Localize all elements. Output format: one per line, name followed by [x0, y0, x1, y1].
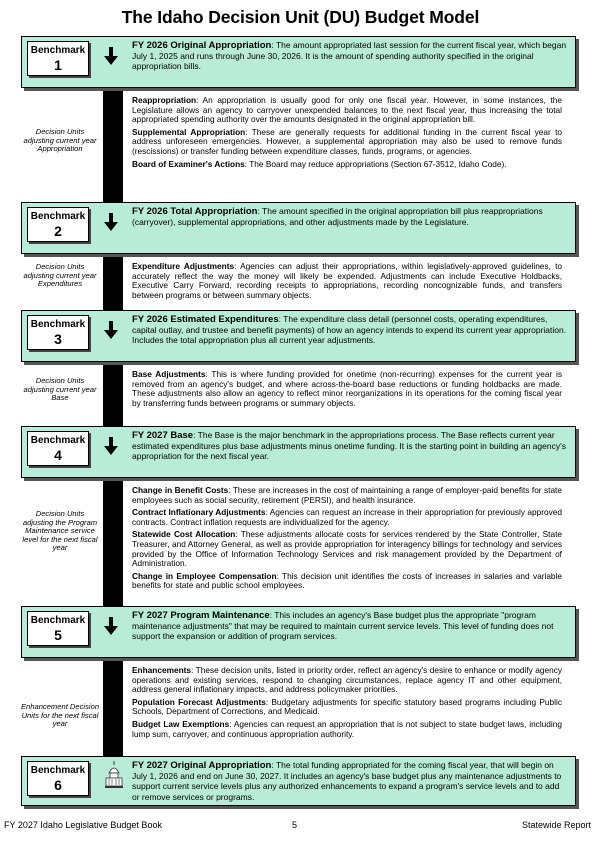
down-arrow-icon	[104, 213, 118, 231]
down-arrow-icon	[104, 321, 118, 339]
benchmark-label-2: Benchmark 2	[27, 207, 89, 242]
footer-page-number: 5	[292, 820, 298, 830]
down-arrow-icon	[104, 617, 118, 635]
benchmark-text-1: FY 2026 Original Appropriation: The amount appropriated last session for the current fiscal year, which began July 1, 2025 and runs through June 30, 2026. It is the amount of spending authority specified in the original appropriation bills.	[132, 40, 567, 72]
benchmark-label-4: Benchmark 4	[27, 431, 89, 466]
capitol-icon	[105, 761, 123, 789]
detail-block-base-adjustments: Base Adjustments: This is where funding provided for onetime (non-recurring) expenses for the current year is removed from an agency's budget, and where across-the-board base reductions or funding holdbacks are made. These adjustments also allow an agency to reflect minor reorganizations in its operations for the coming fiscal year by transferring funds between programs or summary objects.	[132, 369, 562, 408]
benchmark-text-5: FY 2027 Program Maintenance: This includes an agency's Base budget plus the appropriate "program maintenance adjustments" that may be required to maintain current service levels. This level of funding does not support the expansion or addition of program services.	[132, 610, 554, 642]
benchmark-box-4	[21, 426, 576, 478]
benchmark-text-6: FY 2027 Original Appropriation: The total funding appropriated for the coming fiscal year, that will begin on July 1, 2026 and end on June 30, 2027. It includes an agency's base budget plus any maintenance adjustments to support current service levels plus any authorized enhancements to expand a program's service levels and to add or remove services or programs.	[132, 760, 562, 802]
benchmark-label-5: Benchmark 5	[27, 611, 89, 646]
timeline-spine	[103, 360, 123, 426]
benchmark-label-6: Benchmark 6	[27, 761, 89, 796]
benchmark-box-5	[21, 606, 576, 658]
side-label-current-base: Decision Units adjusting current year Base	[23, 376, 97, 403]
benchmark-box-1	[21, 36, 576, 88]
benchmark-label-3: Benchmark 3	[27, 315, 89, 350]
down-arrow-icon	[104, 437, 118, 455]
benchmark-box-2	[21, 202, 576, 254]
benchmark-box-3	[21, 310, 576, 362]
benchmark-label-1: Benchmark 1	[27, 41, 89, 76]
detail-block-expenditure-adjustments: Expenditure Adjustments: Agencies can adjust their appropriations, within legislatively-approved guidelines, to accurately reflect the way the money will likely be expended. Adjustments can include Executive Holdbacks, Executive Carry Forward, recording receipts to appropriations, recording noncognizable funds, and transfers between programs or between summary objects.	[132, 261, 562, 300]
page-title: The Idaho Decision Unit (DU) Budget Model	[121, 7, 480, 27]
timeline-spine	[103, 86, 123, 202]
side-label-current-appropriation: Decision Units adjusting current year Appropriation	[23, 127, 97, 154]
side-label-program-maintenance: Decision Units adjusting the Program Maintenance service level for the next fiscal year	[22, 509, 98, 553]
benchmark-text-3: FY 2026 Estimated Expenditures: The expenditure class detail (personnel costs, operating expenditures, capital outlay, and trustee and benefit payments) of how an agency intends to expend its current year appropriation. Includes the total appropriation plus all current year adjustments.	[132, 314, 567, 346]
footer-right: Statewide Report	[521, 820, 591, 830]
timeline-spine	[103, 476, 123, 606]
timeline-spine	[103, 656, 123, 756]
footer-left: FY 2027 Idaho Legislative Budget Book	[4, 820, 162, 830]
detail-block-maintenance-adjustments: Change in Benefit Costs: These are increases in the cost of maintaining a range of employer-paid benefits for state employees such as social security, retirement (PERSI), and health insurance. Contract Inflationary Adjustments: Agencies can request an increase in their appropriation for previously approved contracts. Contract inflation requests are individualized for the agency. Statewide Cost Allocation: These adjustments allocate costs for services rendered by the State Controller, State Treasurer, and Attorney General, as well as provide appropriation for interagency billings for technology and services provided by the Office of Information Technology Services and risk management provided by the Department of Administration. Change in Employee Compensation: This decision unit identifies the costs of increases in salaries and variable benefits for state and public school employees.	[132, 485, 563, 591]
side-label-current-expenditures: Decision Units adjusting current year Expenditures	[23, 262, 97, 289]
detail-block-appropriation-adjustments: Reappropriation: An appropriation is usually good for only one fiscal year. However, in some instances, the Legislature allows an agency to carryover unexpended balances to the next fiscal year, thus increasing the total appropriated spending authority over the amounts designated in the original appropriation bill. Supplemental Appropriation: These are generally requests for additional funding in the current fiscal year to address unforeseen emergencies. However, a supplemental appropriation may also be used to remove funds (rescissions) or transfer funding between expenditure classes, funds, programs, or agencies. Board of Examiner's Actions: The Board may reduce appropriations (Section 67-3512, Idaho Code).	[132, 95, 562, 169]
side-label-enhancements: Enhancement Decision Units for the next fiscal year	[20, 702, 100, 729]
benchmark-text-4: FY 2027 Base: The Base is the major benchmark in the appropriations process. The Base reflects current year estimated expenditures plus base adjustments minus onetime funding. It is the starting point in building an agency's appropriation for the next fiscal year.	[132, 430, 566, 462]
benchmark-text-2: FY 2026 Total Appropriation: The amount specified in the original appropriation bill plus reappropriations (carryover), supplemental appropriations, and other adjustments made by the Legislature.	[132, 206, 543, 228]
down-arrow-icon	[104, 47, 118, 65]
timeline-spine	[103, 252, 123, 310]
benchmark-box-6	[21, 756, 576, 806]
detail-block-enhancements: Enhancements: These decision units, listed in priority order, reflect an agency's desire to enhance or modify agency operations and existing services, respond to changing circumstances, replace agency IT and other equipment, address general inflationary impacts, and address policymaker priorities. Population Forecast Adjustments: Budgetary adjustments for specific statutory based programs including Public Schools, Department of Corrections, and Medicaid. Budget Law Exemptions: Agencies can request an appropriation that is not subject to state budget laws, including lump sum, carryover, and continuous appropriation authority.	[132, 665, 562, 739]
